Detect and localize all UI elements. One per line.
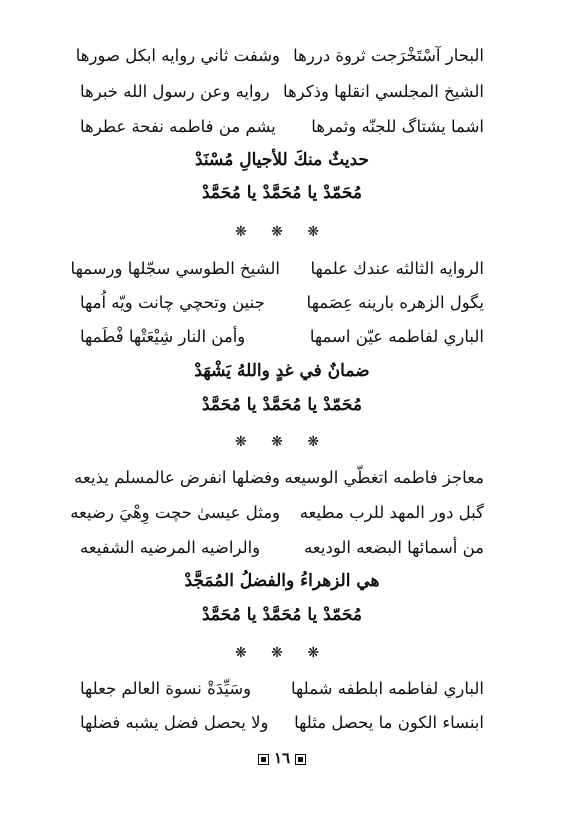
verse-second-hemistich: روايه وعن رسول الله خبرها: [80, 82, 270, 101]
verse-first-hemistich: من أسمائها البضعه الوديعه: [304, 538, 484, 557]
verse-first-hemistich: البحار آسْتَخْرَجت ثروة دررها: [293, 46, 484, 65]
stanza-separator: ❋ ❋ ❋: [234, 645, 330, 661]
verse-first-hemistich: الباري لفاطمه عيّن اسمها: [309, 327, 484, 346]
verse-first-hemistich: اشما يشتاگ للجنّه وثمرها: [311, 117, 484, 136]
stanza-separator: ❋ ❋ ❋: [234, 224, 330, 240]
verse-second-hemistich: وفضلها انفرض عالمسلم يذيعه: [74, 468, 280, 487]
verse-second-hemistich: ولا يحصل فضل يشبه فضلها: [80, 713, 269, 732]
verse-line: [60, 286, 504, 320]
page-number: [0, 746, 564, 770]
chorus-refrain: مُحَمّدْ يا مُحَمَّدْ يا مُحَمَّدْ: [202, 395, 362, 415]
verse-first-hemistich: الشيخ المجلسي انقلها وذكرها: [282, 82, 484, 101]
verse-second-hemistich: يشم من فاطمه نفحة عطرها: [80, 117, 276, 136]
verse-first-hemistich: الباري لفاطمه ابلطفه شملها: [291, 679, 484, 698]
chorus-line: ضمانٌ في غدٍ واللهُ يَشْهَدْ: [194, 361, 370, 381]
verse-line: [60, 320, 504, 354]
verse-line: [60, 39, 504, 73]
stanza-separator: ❋ ❋ ❋: [234, 434, 330, 450]
chorus-line: هي الزهراءُ والفضلُ المُمَجَّدْ: [184, 571, 380, 591]
verse-second-hemistich: وشفت ثاني روايه ابكل صورها: [75, 46, 280, 65]
verse-line: [60, 461, 504, 495]
page-ornament-icon: [295, 754, 306, 765]
verse-first-hemistich: يگول الزهره بارينه عِصَمها: [306, 293, 484, 312]
verse-line: [60, 672, 504, 706]
chorus-refrain: مُحَمّدْ يا مُحَمَّدْ يا مُحَمَّدْ: [202, 605, 362, 625]
chorus-line: حديثٌ منكَ للأجيالِ مُسْنَدْ: [195, 150, 369, 170]
verse-line: [60, 110, 504, 144]
verse-first-hemistich: ابنساء الكون ما يحصل مثلها: [294, 713, 484, 732]
verse-first-hemistich: الروايه الثالثه عندك علمها: [310, 259, 484, 278]
verse-second-hemistich: وأمن النار شِيْعَتْها فْطَمها: [80, 327, 246, 346]
verse-second-hemistich: جنين وتحچي چانت ويّه اُمها: [80, 293, 265, 312]
page-ornament-icon: [258, 754, 269, 765]
verse-line: [60, 531, 504, 565]
verse-line: [60, 252, 504, 286]
verse-first-hemistich: معاجز فاطمه اتغطّي الوسيعه: [284, 468, 484, 487]
verse-second-hemistich: وسَيِّدَةْ نسوة العالم جعلها: [80, 679, 252, 698]
verse-line: [60, 496, 504, 530]
verse-second-hemistich: والراضيه المرضيه الشفيعه: [80, 538, 261, 557]
verse-second-hemistich: ومثل عيسىٰ حچت وِهْيَ رضيعه: [70, 503, 280, 522]
verse-second-hemistich: الشيخ الطوسي سجّلها ورسمها: [70, 259, 280, 278]
chorus-refrain: مُحَمّدْ يا مُحَمَّدْ يا مُحَمَّدْ: [202, 183, 362, 203]
page-number-text: ١٦: [273, 749, 291, 767]
verse-line: [60, 706, 504, 740]
verse-first-hemistich: گبل دور المهد للرب مطيعه: [299, 503, 484, 522]
verse-line: [60, 75, 504, 109]
